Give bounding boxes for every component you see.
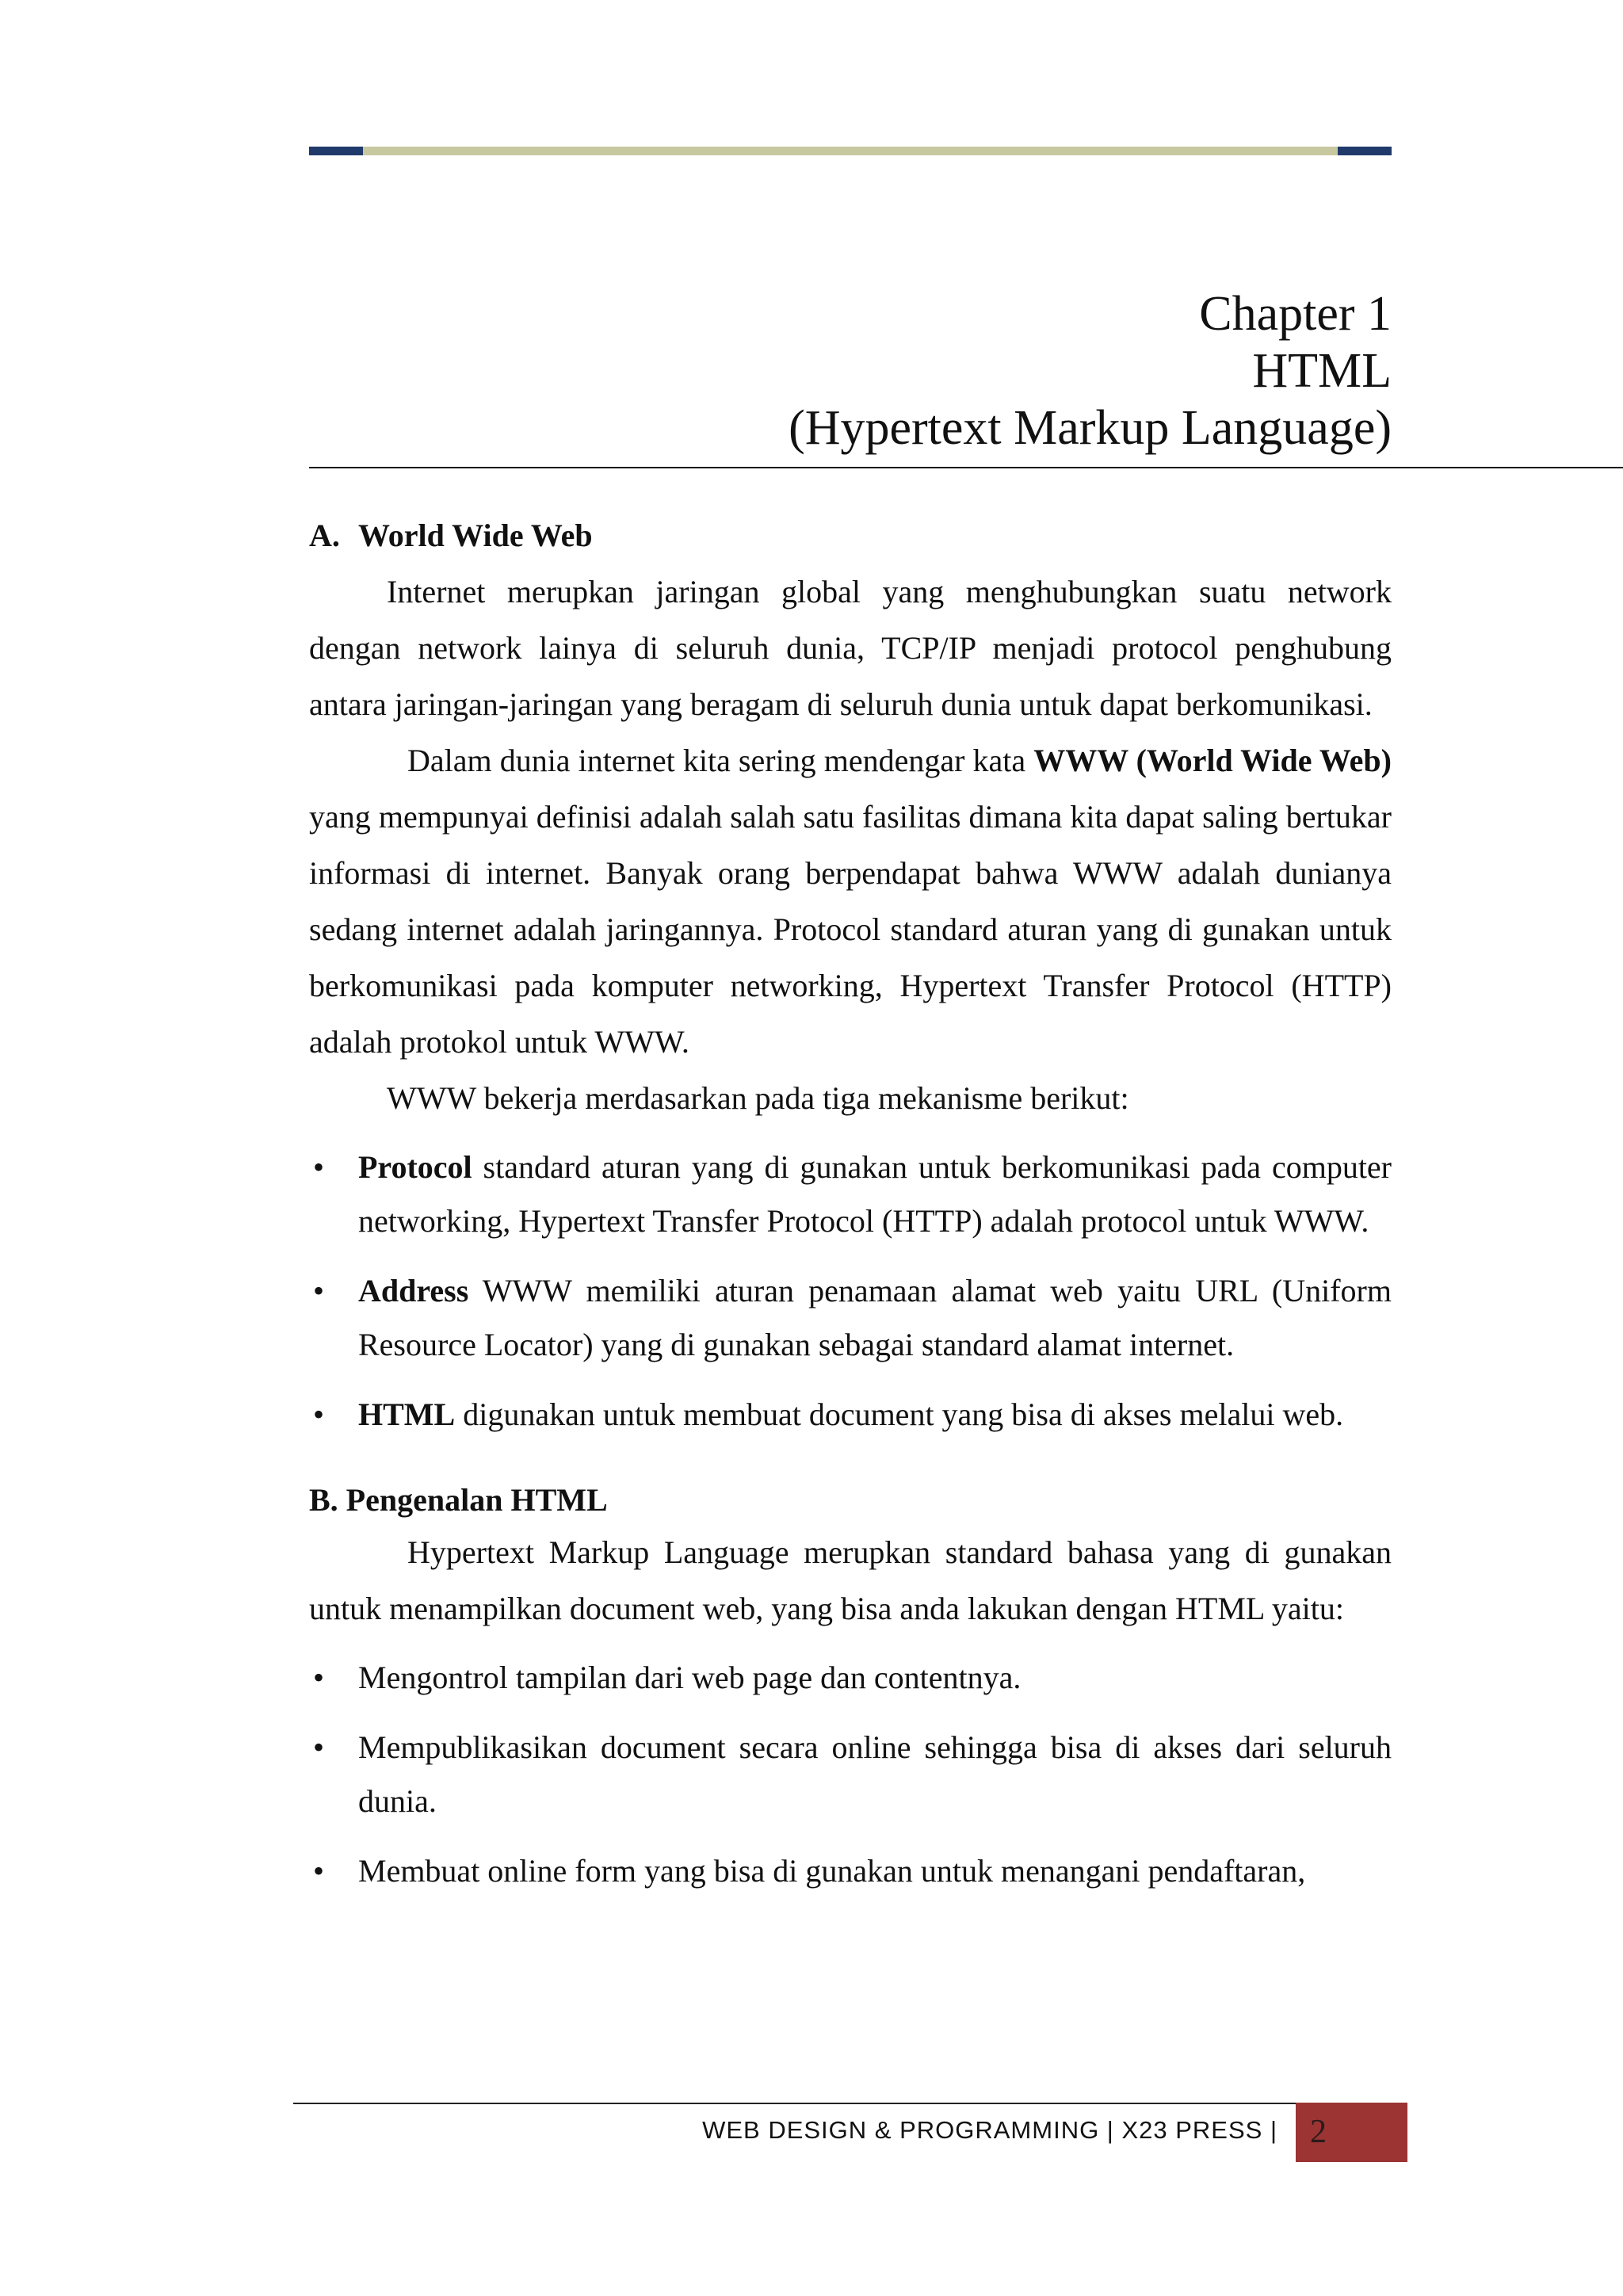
list-item	[309, 1844, 1392, 1898]
chapter-divider	[309, 467, 1623, 468]
list-item-text: digunakan untuk membuat document yang bisa di akses melalui web.	[455, 1396, 1344, 1432]
section-a-title: World Wide Web	[358, 518, 593, 553]
section-a-letter: A.	[309, 518, 340, 553]
list-item	[309, 1140, 1392, 1248]
list-item	[309, 1388, 1392, 1442]
list-item-text: WWW memiliki aturan penamaan alamat web yaitu URL (Uniform Resource Locator) yang di gunakan sebagai standard alamat internet.	[358, 1273, 1392, 1362]
list-item	[309, 1721, 1392, 1828]
section-a-paragraph-3: WWW bekerja merdasarkan pada tiga mekanisme berikut:	[387, 1080, 1129, 1116]
list-item-text: standard aturan yang di gunakan untuk berkomunikasi pada computer networking, Hypertext Transfer Protocol (HTTP) adalah protocol untuk WWW.	[358, 1149, 1392, 1239]
chapter-heading	[789, 285, 1392, 457]
list-item	[309, 1264, 1392, 1372]
bullet-icon: •	[312, 1273, 324, 1308]
www-mechanism-list	[309, 1140, 1392, 1442]
header-accent-bar	[309, 147, 1392, 155]
paragraph-2-body: yang mempunyai definisi adalah salah satu fasilitas dimana kita dapat saling bertukar informasi di internet. Banyak orang berpendapat bahwa WWW adalah dunianya sedang internet adalah jaringannya. Protocol standard aturan yang di gunakan untuk berkomunikasi pada komputer networking, Hypertext Transfer Protocol (HTTP) adalah protokol untuk WWW.	[309, 799, 1392, 1060]
list-item-term: Address	[358, 1273, 469, 1308]
list-item-text: Membuat online form yang bisa di gunakan untuk menangani pendaftaran,	[358, 1853, 1306, 1889]
bullet-icon: •	[312, 1853, 324, 1889]
list-item-text: Mempublikasikan document secara online sehingga bisa di akses dari seluruh dunia.	[358, 1729, 1392, 1819]
section-b-heading: B. Pengenalan HTML	[309, 1482, 608, 1518]
header-bar-right-segment	[1338, 147, 1392, 155]
list-item-text: Mengontrol tampilan dari web page dan contentnya.	[358, 1660, 1022, 1695]
page-body	[309, 507, 1392, 1914]
section-a-paragraph-2	[309, 732, 1392, 1070]
section-a-paragraph-1: Internet merupkan jaringan global yang menghubungkan suatu network dengan network lainya di seluruh dunia, TCP/IP menjadi protocol penghubung antara jaringan-jaringan yang beragam di seluruh dunia untuk dapat berkomunikasi.	[309, 574, 1392, 722]
www-term: WWW (World Wide Web)	[1033, 743, 1392, 778]
chapter-title: HTML	[1252, 344, 1392, 398]
html-capability-list	[309, 1651, 1392, 1898]
header-bar-left-segment	[309, 147, 363, 155]
chapter-subtitle: (Hypertext Markup Language)	[789, 401, 1392, 455]
page-number: 2	[1296, 2103, 1407, 2162]
list-item	[309, 1651, 1392, 1705]
section-b-paragraph-1: Hypertext Markup Language merupkan standard bahasa yang di gunakan untuk menampilkan document web, yang bisa anda lakukan dengan HTML yaitu:	[309, 1534, 1392, 1626]
bullet-icon: •	[312, 1729, 324, 1765]
bullet-icon: •	[312, 1396, 324, 1432]
list-item-term: Protocol	[358, 1149, 472, 1185]
bullet-icon: •	[312, 1660, 324, 1695]
chapter-number: Chapter 1	[1199, 287, 1392, 341]
footer-divider	[293, 2103, 1296, 2104]
header-bar-middle-segment	[363, 147, 1338, 155]
bullet-icon: •	[312, 1149, 324, 1185]
list-item-term: HTML	[358, 1396, 456, 1432]
section-a-heading	[309, 507, 1392, 563]
footer-running-title: WEB DESIGN & PROGRAMMING | X23 PRESS |	[702, 2116, 1277, 2144]
paragraph-2-intro: Dalam dunia internet kita sering mendengar kata	[407, 743, 1034, 778]
